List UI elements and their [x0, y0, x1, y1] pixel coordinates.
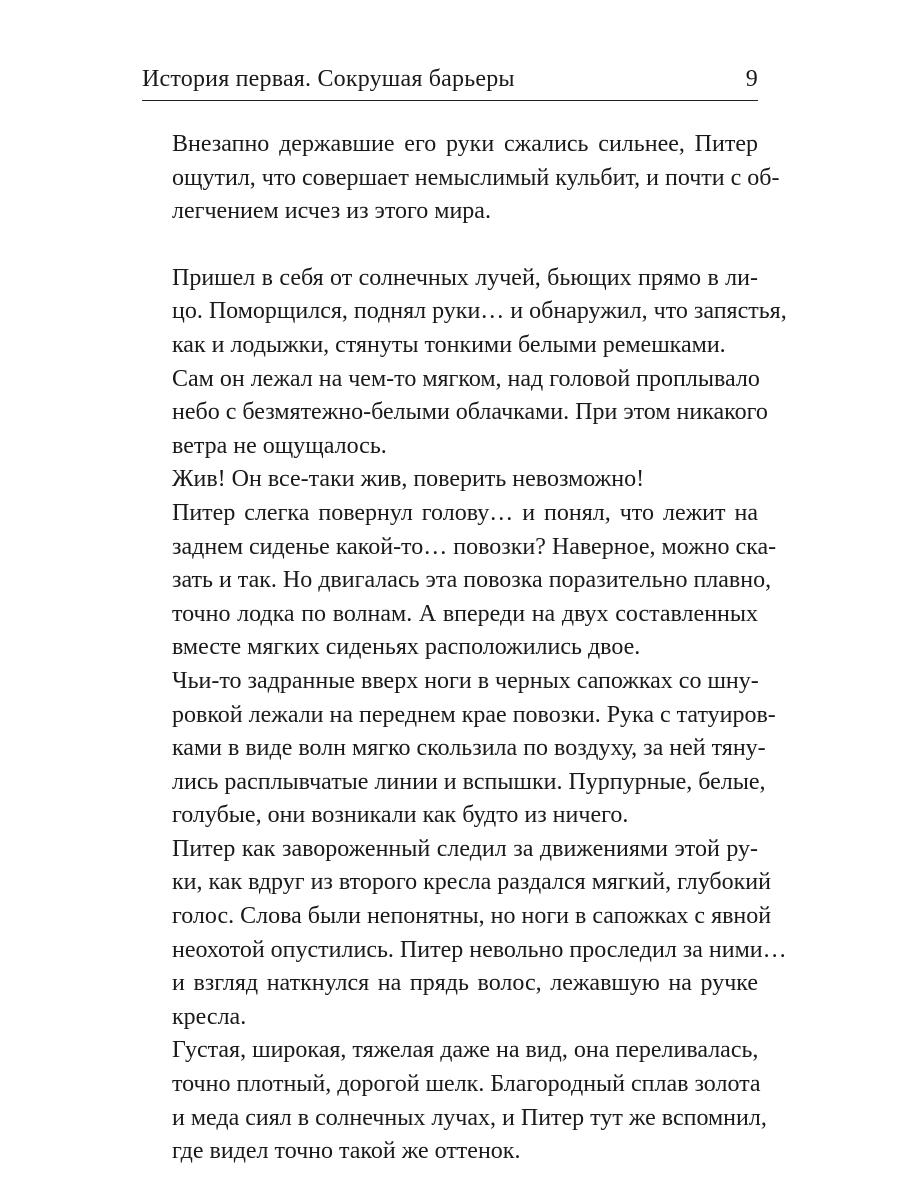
text-line: Питер как завороженный следил за движениями этой ру- — [172, 835, 758, 862]
text-line: где видел точно такой же оттенок. — [172, 1138, 521, 1165]
text-line: лись расплывчатые линии и вспышки. Пурпурные, белые, — [172, 768, 766, 795]
text-line: вместе мягких сиденьях расположились двое. — [172, 634, 641, 661]
text-line: Густая, широкая, тяжелая даже на вид, она переливалась, — [172, 1037, 759, 1064]
paragraph — [142, 463, 758, 497]
text-line: и меда сиял в солнечных лучах, и Питер тут же вспомнил, — [172, 1104, 767, 1131]
text-line: Сам он лежал на чем-то мягком, над головой проплывало — [172, 365, 760, 392]
paragraph — [142, 497, 777, 665]
text-line: как и лодыжки, стянуты тонкими белыми ремешками. — [172, 331, 726, 358]
text-line: ки, как вдруг из второго кресла раздался мягкий, глубокий — [172, 869, 771, 896]
text-line: легчением исчез из этого мира. — [172, 198, 491, 225]
paragraph — [142, 665, 776, 833]
text-line: точно плотный, дорогой шелк. Благородный сплав золота — [172, 1071, 761, 1098]
text-line: Пришел в себя от солнечных лучей, бьющих прямо в ли- — [172, 264, 758, 291]
text-line: голос. Слова были непонятны, но ноги в сапожках с явной — [172, 903, 772, 930]
text-line: Чьи-то задранные вверх ноги в черных сапожках со шну- — [172, 667, 759, 694]
body-text — [142, 128, 787, 1169]
text-line: ками в виде волн мягко скользила по воздуху, за ней тяну- — [172, 735, 766, 762]
paragraph — [142, 833, 787, 1035]
paragraph — [142, 128, 780, 229]
text-line: голубые, они возникали как будто из ничего. — [172, 802, 629, 829]
page-number: 9 — [745, 66, 758, 92]
running-header — [142, 66, 758, 101]
text-line: точно лодка по волнам. А впереди на двух составленных — [172, 600, 758, 627]
chapter-title: История первая. Сокрушая барьеры — [142, 66, 515, 92]
text-line: и взгляд наткнулся на прядь волос, лежавшую на ручке — [172, 970, 758, 997]
text-line: цо. Поморщился, поднял руки… и обнаружил, что запястья, — [172, 298, 787, 325]
text-line: кресла. — [172, 1003, 247, 1030]
text-line: неохотой опустились. Питер невольно проследил за ними… — [172, 936, 787, 963]
text-line: небо с безмятежно-белыми облачками. При этом никакого — [172, 399, 768, 426]
paragraph — [142, 1034, 767, 1168]
text-line: ветра не ощущалось. — [172, 432, 387, 459]
text-line: Питер слегка повернул голову… и понял, что лежит на — [172, 499, 758, 526]
text-line: ровкой лежали на переднем крае повозки. Рука с татуиров- — [172, 701, 776, 728]
paragraph — [142, 262, 787, 363]
section-break — [142, 229, 758, 262]
text-line: Жив! Он все-таки жив, поверить невозможно! — [172, 466, 645, 493]
text-line: заднем сиденье какой-то… повозки? Наверное, можно ска- — [172, 533, 777, 560]
text-line: Внезапно державшие его руки сжались сильнее, Питер — [172, 131, 758, 157]
paragraph — [142, 363, 768, 464]
text-line: зать и так. Но двигалась эта повозка поразительно плавно, — [172, 567, 772, 594]
text-line: ощутил, что совершает немыслимый кульбит, и почти с об- — [172, 164, 780, 191]
